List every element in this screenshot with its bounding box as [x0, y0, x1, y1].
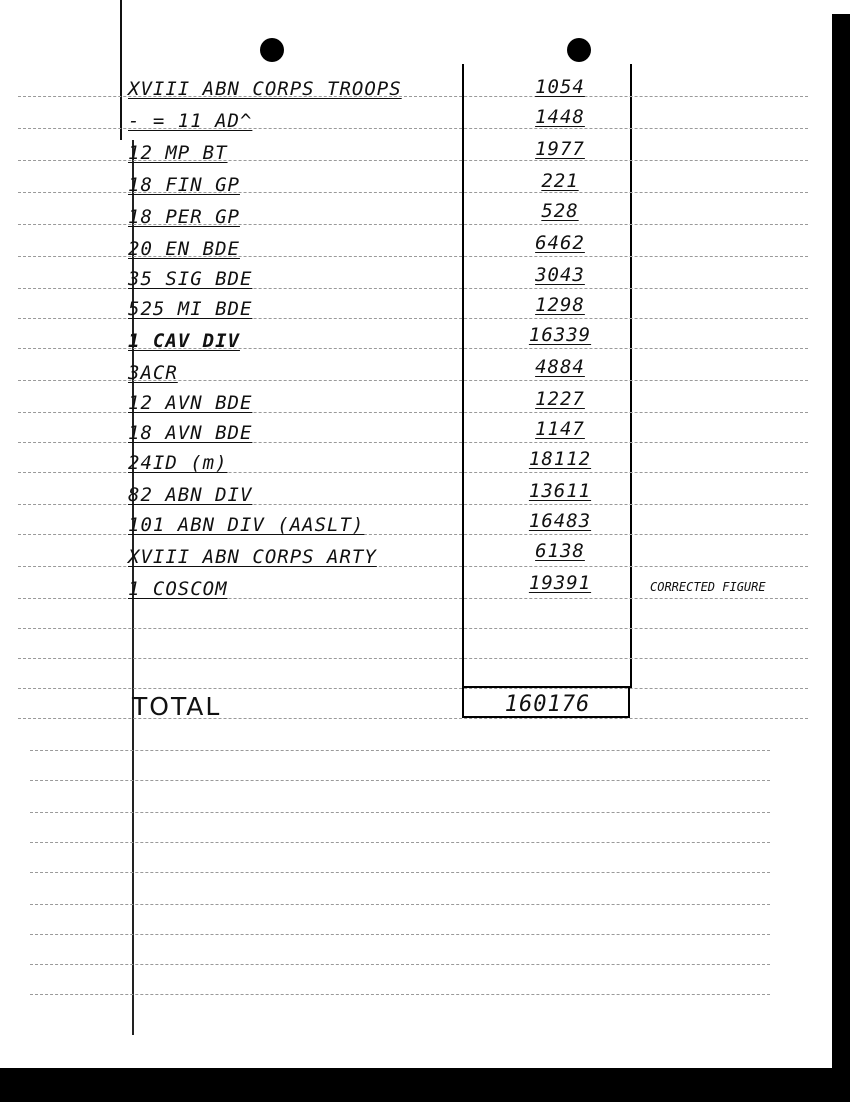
- ruled-line: [30, 904, 770, 905]
- row-value: 6462: [535, 232, 585, 254]
- total-value: 160176: [504, 692, 591, 717]
- row-value: 16339: [528, 324, 592, 346]
- ruled-line: [30, 934, 770, 935]
- row-value: 528: [541, 200, 579, 222]
- left-margin-line-top: [120, 0, 122, 140]
- row-value: 1147: [535, 418, 585, 440]
- ruled-line: [30, 812, 770, 813]
- row-label: 18 AVN BDE: [128, 422, 253, 444]
- ruled-line: [30, 964, 770, 965]
- row-label: 24ID (m): [128, 452, 228, 474]
- ruled-line: [30, 750, 770, 751]
- row-value: 221: [541, 170, 579, 192]
- row-value: 6138: [535, 540, 585, 562]
- row-label: 12 MP BT: [128, 142, 228, 164]
- ruled-line: [30, 780, 770, 781]
- ruled-line: [18, 658, 808, 659]
- row-value: 13611: [528, 480, 592, 502]
- ruled-line: [18, 628, 808, 629]
- row-label: XVIII ABN CORPS TROOPS: [128, 78, 402, 100]
- row-label: 12 AVN BDE: [128, 392, 253, 414]
- row-label: 3ACR: [128, 362, 178, 384]
- scan-border-right: [832, 14, 850, 1102]
- row-value: 3043: [535, 264, 585, 286]
- row-label: 20 EN BDE: [128, 238, 240, 260]
- ruled-line: [30, 842, 770, 843]
- row-note: CORRECTED FIGURE: [650, 580, 766, 594]
- ruled-line: [30, 994, 770, 995]
- scan-border-bottom: [0, 1068, 850, 1102]
- row-value: 1054: [535, 76, 585, 98]
- row-value: 1227: [535, 388, 585, 410]
- punch-hole-right: [567, 38, 591, 62]
- row-label: 525 MI BDE: [128, 298, 253, 320]
- total-label: TOTAL: [132, 692, 222, 721]
- row-value: 1977: [535, 138, 585, 160]
- row-label: 18 PER GP: [128, 206, 240, 228]
- row-value: 1298: [535, 294, 585, 316]
- row-value: 1448: [535, 106, 585, 128]
- row-label: 82 ABN DIV: [128, 484, 253, 506]
- row-label: 1 COSCOM: [128, 578, 228, 600]
- row-value: 18112: [528, 448, 592, 470]
- row-label: - = 11 AD^: [128, 110, 253, 132]
- row-label: 101 ABN DIV (AASLT): [128, 514, 365, 536]
- ruled-line: [30, 872, 770, 873]
- row-value: 19391: [528, 572, 592, 594]
- row-value: 16483: [528, 510, 592, 532]
- row-label: 18 FIN GP: [128, 174, 240, 196]
- punch-hole-left: [260, 38, 284, 62]
- ruled-line: [18, 688, 808, 689]
- row-label: XVIII ABN CORPS ARTY: [128, 546, 377, 568]
- row-label: 35 SIG BDE: [128, 268, 253, 290]
- row-value: 4884: [535, 356, 585, 378]
- row-label: 1 CAV DIV: [128, 330, 240, 352]
